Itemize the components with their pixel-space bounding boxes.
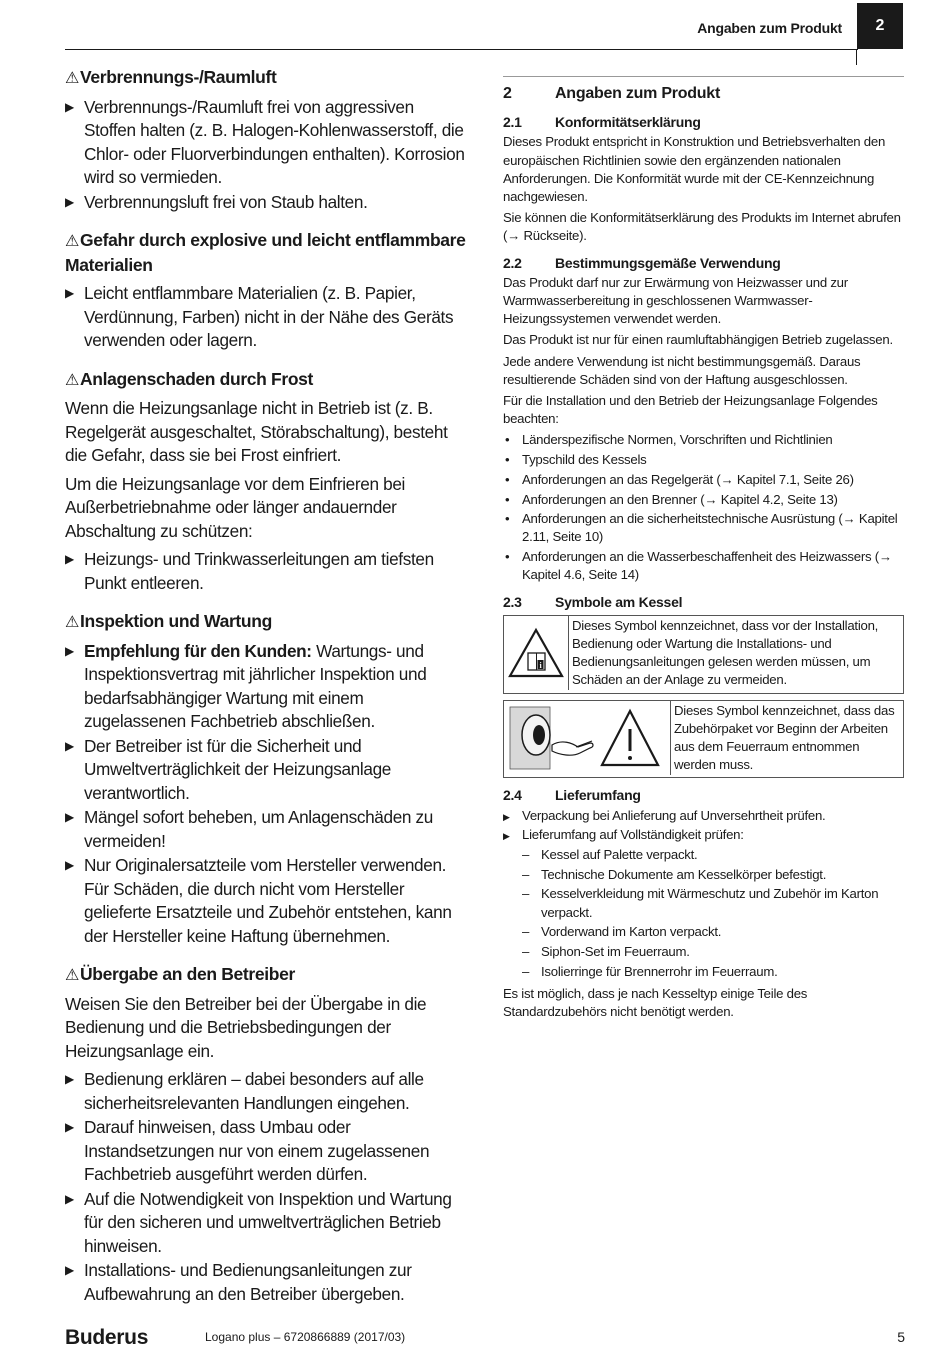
chapter-heading: 2 Angaben zum Produkt	[503, 85, 721, 102]
list-item: ▶ Bedienung erklären – dabei besonders auf alle sicherheitsrelevanten Handlungen eingehen.	[65, 1068, 469, 1115]
warning-heading: ⚠Gefahr durch explosive und leicht entflammbare Materialien	[65, 230, 466, 275]
list-item: • Typschild des Kessels	[503, 451, 904, 469]
list-item: • Anforderungen an den Brenner (→ Kapitel 4.2, Seite 13)	[503, 491, 904, 509]
paragraph: Dieses Produkt entspricht in Konstruktion und Betriebsverhalten den europäischen Richtlinien sowie den ergänzenden nationalen Anforderungen. Die Konformität wurde mit der CE-Kennzeichnung nachgewiesen.	[503, 134, 886, 205]
list-item: ▶ Empfehlung für den Kunden: Wartungs- und Inspektionsvertrag mit jährlicher Inspektion und bedarfsabhängiger Wartung mit einem zugelassenen Fachbetrieb abschließen.	[65, 640, 469, 734]
emphasis-label: Empfehlung für den Kunden:	[84, 640, 312, 661]
warning-triangle-icon: ⚠	[65, 233, 79, 250]
list-item: ▶ Verpackung bei Anlieferung auf Unversehrtheit prüfen.	[503, 807, 904, 825]
list-item: – Technische Dokumente am Kesselkörper befestigt.	[503, 866, 904, 884]
list-item: ▶ Leicht entflammbare Materialien (z. B. Papier, Verdünnung, Farben) nicht in der Nähe des Geräts verwenden oder lagern.	[65, 282, 469, 353]
instruction-list	[65, 1068, 469, 1306]
paragraph: Für die Installation und den Betrieb der Heizungsanlage Folgendes beachten:	[503, 393, 878, 427]
list-item: ▶ Heizungs- und Trinkwasserleitungen am tiefsten Punkt entleeren.	[65, 548, 469, 595]
paragraph: Um die Heizungsanlage vor dem Einfrieren bei Außerbetriebnahme oder länger andauernder Abschaltung zu schützen:	[65, 473, 405, 541]
list-item: ▶ Nur Originalersatzteile vom Hersteller verwenden. Für Schäden, die durch nicht vom Hersteller gelieferte Ersatzteile und Zubehör entstehen, kann der Hersteller keine Haftung übernehmen.	[65, 854, 469, 948]
symbol-description: Dieses Symbol kennzeichnet, dass vor der Installation, Bedienung oder Wartung die Installations- und Bedienungsanleitungen gelesen werden müssen, um Schäden an der Anlage zu vermeiden.	[572, 617, 879, 688]
list-item: ▶ Darauf hinweisen, dass Umbau oder Instandsetzungen nur von einem zugelassenen Fachbetrieb ausgeführt werden dürfen.	[65, 1116, 469, 1187]
section-heading: 2.3 Symbole am Kessel	[503, 593, 683, 610]
header-section-number: 2	[857, 3, 903, 49]
list-item: • Länderspezifische Normen, Vorschriften und Richtlinien	[503, 431, 904, 449]
document-info: Logano plus – 6720866889 (2017/03)	[205, 1330, 406, 1344]
remove-accessories-warning-icon	[504, 701, 671, 775]
warning-heading: ⚠Verbrennungs-/Raumluft	[65, 67, 277, 87]
symbol-box-manual	[503, 615, 904, 694]
warning-triangle-icon: ⚠	[65, 614, 79, 631]
list-item: – Kessel auf Palette verpackt.	[503, 846, 904, 864]
warning-triangle-icon: ⚠	[65, 371, 79, 389]
list-item: – Kesselverkleidung mit Wärmeschutz und Zubehör im Karton verpackt.	[503, 885, 904, 921]
instruction-list	[503, 807, 904, 845]
header-rule-tick	[856, 49, 857, 65]
paragraph: Das Produkt darf nur zur Erwärmung von Heizwasser und zur Warmwasserbereitung in geschlossenen Warmwasser-Heizungssystemen verwendet werden.	[503, 274, 848, 327]
list-item: ▶ Der Betreiber ist für die Sicherheit und Umweltverträglichkeit der Heizungsanlage verantwortlich.	[65, 735, 469, 806]
section-heading: 2.2 Bestimmungsgemäße Verwendung	[503, 254, 781, 271]
right-column	[503, 85, 904, 1024]
list-item: ▶ Mängel sofort beheben, um Anlagenschäden zu vermeiden!	[65, 806, 469, 853]
paragraph: Jede andere Verwendung ist nicht bestimmungsgemäß. Daraus resultierende Schäden sind von der Haftung ausgeschlossen.	[503, 353, 861, 387]
header-section-title: Angaben zum Produkt	[697, 20, 842, 36]
paragraph: Wenn die Heizungsanlage nicht in Betrieb ist (z. B. Regelgerät ausgeschaltet, Störabschaltung), besteht die Gefahr, dass sie bei Frost einfriert.	[65, 398, 448, 465]
section-heading: 2.1 Konformitätserklärung	[503, 114, 701, 131]
list-item: – Vorderwand im Karton verpackt.	[503, 923, 904, 941]
list-item: • Anforderungen an die Wasserbeschaffenheit des Heizwassers (→ Kapitel 4.6, Seite 14)	[503, 548, 904, 584]
list-item: ▶ Installations- und Bedienungsanleitungen zur Aufbewahrung an den Betreiber übergeben.	[65, 1259, 469, 1306]
instruction-list	[65, 282, 469, 353]
instruction-list	[65, 548, 469, 595]
list-item: ▶ Lieferumfang auf Vollständigkeit prüfen:	[503, 826, 904, 844]
paragraph: Das Produkt ist nur für einen raumluftabhängigen Betrieb zugelassen.	[503, 332, 893, 348]
paragraph: Weisen Sie den Betreiber bei der Übergabe in die Bedienung und die Betriebsbedingungen der Heizungsanlage ein.	[65, 993, 427, 1061]
right-column-rule	[503, 76, 904, 77]
warning-heading: ⚠Übergabe an den Betreiber	[65, 964, 295, 984]
warning-heading: ⚠Inspektion und Wartung	[65, 611, 272, 631]
svg-text:i: i	[539, 660, 542, 670]
list-item: – Isolierringe für Brennerrohr im Feuerraum.	[503, 963, 904, 981]
paragraph: Sie können die Konformitätserklärung des Produkts im Internet abrufen (→ Rückseite).	[503, 210, 901, 244]
section-heading: 2.4 Lieferumfang	[503, 787, 641, 804]
instruction-list	[65, 96, 469, 215]
warning-heading: ⚠Anlagenschaden durch Frost	[65, 368, 314, 389]
delivery-contents-list	[503, 846, 904, 981]
header-rule	[65, 49, 858, 50]
symbol-description: Dieses Symbol kennzeichnet, dass das Zubehörpaket vor Beginn der Arbeiten aus dem Feuerraum entnommen werden muss.	[674, 702, 895, 773]
read-manual-warning-icon	[504, 616, 569, 690]
brand-logo: Buderus	[65, 1326, 149, 1349]
list-item: ▶ Verbrennungsluft frei von Staub halten.	[65, 191, 469, 215]
warning-triangle-icon: ⚠	[65, 70, 79, 87]
paragraph: Es ist möglich, dass je nach Kesseltyp einige Teile des Standardzubehörs nicht benötigt werden.	[503, 985, 808, 1020]
list-item: ▶ Verbrennungs-/Raumluft frei von aggressiven Stoffen halten (z. B. Halogen-Kohlenwasserstoff, die Chlor- oder Fluorverbindungen enthalten). Korrosion wird so vermieden.	[65, 96, 469, 190]
list-item: – Siphon-Set im Feuerraum.	[503, 943, 904, 961]
page-number: 5	[897, 1329, 905, 1345]
left-column	[65, 66, 469, 1315]
warning-triangle-icon: ⚠	[65, 967, 79, 984]
instruction-list	[65, 640, 469, 949]
symbol-box-accessories	[503, 700, 904, 779]
list-item: • Anforderungen an das Regelgerät (→ Kapitel 7.1, Seite 26)	[503, 471, 904, 489]
list-item: • Anforderungen an die sicherheitstechnische Ausrüstung (→ Kapitel 2.11, Seite 10)	[503, 510, 904, 546]
list-item: ▶ Auf die Notwendigkeit von Inspektion und Wartung für den sicheren und umweltverträglichen Betrieb hinweisen.	[65, 1188, 469, 1259]
requirements-list	[503, 431, 904, 584]
